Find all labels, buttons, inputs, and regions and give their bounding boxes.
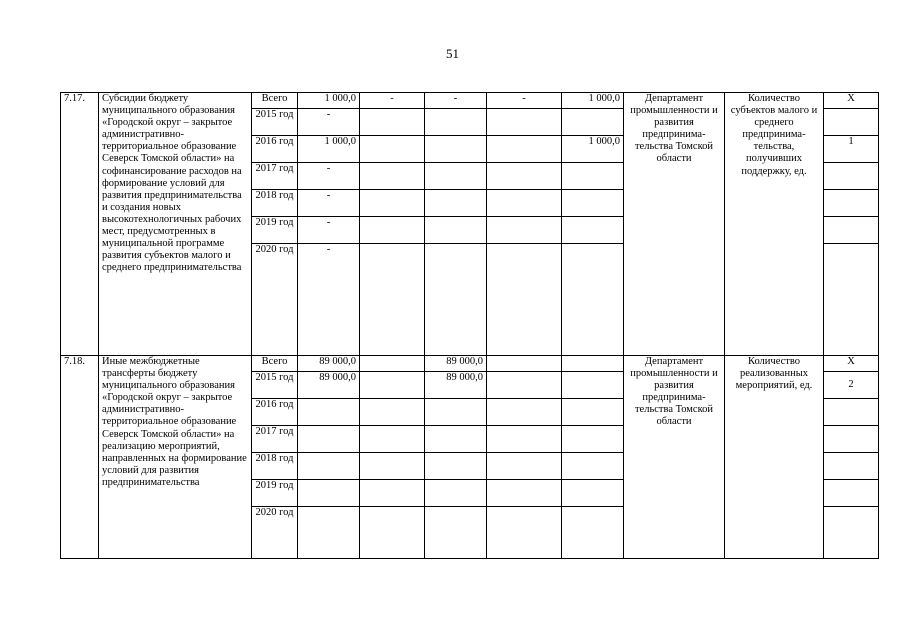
- amount-cell-c2: [360, 109, 425, 136]
- amount-cell-c5: [562, 399, 624, 426]
- amount-cell-c5: [562, 217, 624, 244]
- amount-cell-c1: 89 000,0: [298, 356, 360, 372]
- amount-cell-c3: [425, 109, 487, 136]
- amount-cell-c2: [360, 190, 425, 217]
- amount-cell-c1: 89 000,0: [298, 372, 360, 399]
- amount-cell-c2: [360, 453, 425, 480]
- item-name: Субсидии бюджету муниципального образования «Городской округ – закрытое административно-территориальное образование Северск Томской области» на софинансирование расходов на формирование условий для развития предпринимательства и создания новых высокотехнологичных рабочих мест, предусмотренных в муниципальной программе развития субъектов малого и среднего предпринимательства: [99, 93, 252, 356]
- amount-cell-c5: 1 000,0: [562, 136, 624, 163]
- table-row: [61, 356, 879, 372]
- amount-cell-c5: [562, 372, 624, 399]
- amount-cell-c2: -: [360, 93, 425, 109]
- period-cell: 2015 год: [252, 372, 298, 399]
- item-number: 7.18.: [61, 356, 99, 559]
- period-cell: 2018 год: [252, 190, 298, 217]
- indicator-value-cell: [824, 163, 879, 190]
- amount-cell-c4: [487, 163, 562, 190]
- period-cell: 2019 год: [252, 217, 298, 244]
- indicator-value-cell: 1: [824, 136, 879, 163]
- executor-cell: Департамент промышленности и развития предпринима-тельства Томской области: [624, 93, 725, 356]
- amount-cell-c2: [360, 136, 425, 163]
- amount-cell-c4: [487, 244, 562, 356]
- item-name: Иные межбюджетные трансферты бюджету муниципального образования «Городской округ – закрытое административно-территориальное образование Северск Томской области» на реализацию мероприятий, направленных на формирование условий для развития предпринимательства: [99, 356, 252, 559]
- indicator-cell: Количество реализованных мероприятий, ед.: [725, 356, 824, 559]
- indicator-value-cell: 2: [824, 372, 879, 399]
- period-cell: 2017 год: [252, 163, 298, 190]
- page-number: 51: [446, 46, 459, 61]
- period-cell: 2016 год: [252, 399, 298, 426]
- amount-cell-c4: [487, 190, 562, 217]
- amount-cell-c5: 1 000,0: [562, 93, 624, 109]
- amount-cell-c2: [360, 217, 425, 244]
- amount-cell-c1: -: [298, 163, 360, 190]
- amount-cell-c3: [425, 163, 487, 190]
- amount-cell-c1: 1 000,0: [298, 136, 360, 163]
- amount-cell-c4: [487, 426, 562, 453]
- amount-cell-c1: -: [298, 217, 360, 244]
- period-cell: 2015 год: [252, 109, 298, 136]
- amount-cell-c4: [487, 109, 562, 136]
- amount-cell-c1: [298, 399, 360, 426]
- amount-cell-c3: [425, 453, 487, 480]
- amount-cell-c4: [487, 507, 562, 559]
- amount-cell-c3: [425, 426, 487, 453]
- amount-cell-c3: 89 000,0: [425, 356, 487, 372]
- period-cell: 2018 год: [252, 453, 298, 480]
- amount-cell-c5: [562, 163, 624, 190]
- indicator-value-cell: [824, 217, 879, 244]
- amount-cell-c4: [487, 399, 562, 426]
- indicator-value-cell: X: [824, 93, 879, 109]
- amount-cell-c2: [360, 426, 425, 453]
- amount-cell-c4: [487, 372, 562, 399]
- amount-cell-c5: [562, 453, 624, 480]
- indicator-value-cell: [824, 190, 879, 217]
- period-cell: 2016 год: [252, 136, 298, 163]
- amount-cell-c5: [562, 244, 624, 356]
- amount-cell-c1: [298, 453, 360, 480]
- amount-cell-c4: [487, 136, 562, 163]
- amount-cell-c4: [487, 356, 562, 372]
- amount-cell-c5: [562, 109, 624, 136]
- amount-cell-c5: [562, 507, 624, 559]
- amount-cell-c5: [562, 480, 624, 507]
- amount-cell-c2: [360, 507, 425, 559]
- amount-cell-c3: [425, 480, 487, 507]
- amount-cell-c3: [425, 507, 487, 559]
- indicator-value-cell: [824, 244, 879, 356]
- amount-cell-c5: [562, 356, 624, 372]
- period-cell: 2020 год: [252, 507, 298, 559]
- amount-cell-c2: [360, 244, 425, 356]
- period-cell: Всего: [252, 356, 298, 372]
- period-cell: 2017 год: [252, 426, 298, 453]
- period-cell: 2020 год: [252, 244, 298, 356]
- period-cell: 2019 год: [252, 480, 298, 507]
- amount-cell-c4: [487, 480, 562, 507]
- amount-cell-c1: 1 000,0: [298, 93, 360, 109]
- amount-cell-c2: [360, 163, 425, 190]
- amount-cell-c1: [298, 426, 360, 453]
- amount-cell-c3: 89 000,0: [425, 372, 487, 399]
- indicator-cell: Количество субъектов малого и среднего предпринима-тельства, получивших поддержку, ед.: [725, 93, 824, 356]
- indicator-value-cell: X: [824, 356, 879, 372]
- amount-cell-c2: [360, 480, 425, 507]
- executor-cell: Департамент промышленности и развития предпринима-тельства Томской области: [624, 356, 725, 559]
- indicator-value-cell: [824, 109, 879, 136]
- amount-cell-c2: [360, 372, 425, 399]
- amount-cell-c2: [360, 399, 425, 426]
- amount-cell-c5: [562, 426, 624, 453]
- amount-cell-c3: [425, 244, 487, 356]
- indicator-value-cell: [824, 426, 879, 453]
- period-cell: Всего: [252, 93, 298, 109]
- item-number: 7.17.: [61, 93, 99, 356]
- amount-cell-c1: -: [298, 244, 360, 356]
- table-row: [61, 93, 879, 109]
- amount-cell-c1: [298, 480, 360, 507]
- amount-cell-c4: [487, 217, 562, 244]
- amount-cell-c3: [425, 136, 487, 163]
- amount-cell-c3: [425, 190, 487, 217]
- indicator-value-cell: [824, 453, 879, 480]
- amount-cell-c1: -: [298, 109, 360, 136]
- amount-cell-c1: -: [298, 190, 360, 217]
- amount-cell-c1: [298, 507, 360, 559]
- amount-cell-c3: [425, 399, 487, 426]
- amount-cell-c4: -: [487, 93, 562, 109]
- indicator-value-cell: [824, 399, 879, 426]
- amount-cell-c5: [562, 190, 624, 217]
- amount-cell-c4: [487, 453, 562, 480]
- indicator-value-cell: [824, 507, 879, 559]
- amount-cell-c3: -: [425, 93, 487, 109]
- indicator-value-cell: [824, 480, 879, 507]
- budget-table: [60, 92, 879, 559]
- amount-cell-c2: [360, 356, 425, 372]
- amount-cell-c3: [425, 217, 487, 244]
